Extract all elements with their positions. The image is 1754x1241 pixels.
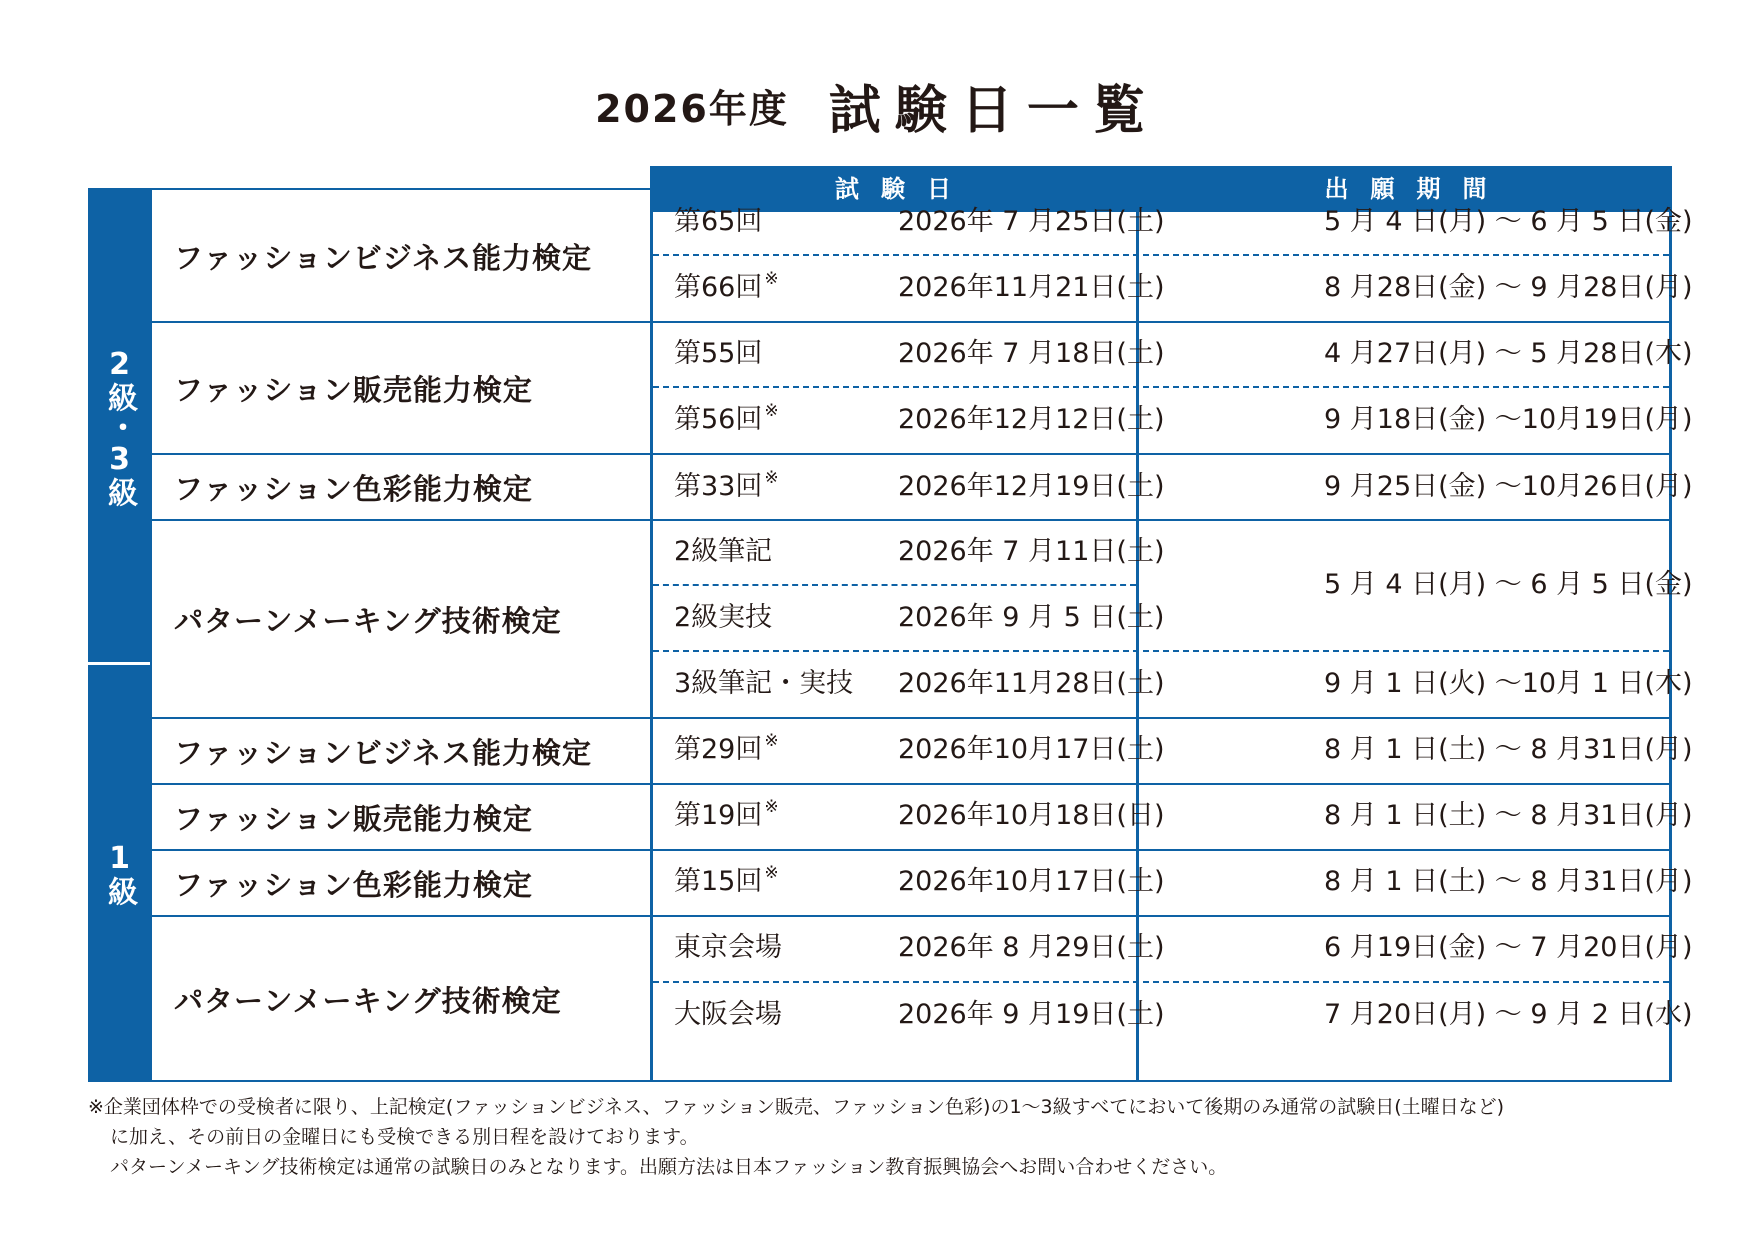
exam-date: 2026年10月17日(土) <box>898 734 1165 765</box>
table-border <box>88 188 653 190</box>
application-period: 9 月18日(金) 〜10月19日(月) <box>1324 404 1693 435</box>
footnote-line: に加え、その前日の金曜日にも受検できる別日程を設けております。 <box>110 1126 699 1148</box>
application-period: 5 月 4 日(月) 〜 6 月 5 日(金) <box>1324 569 1693 600</box>
application-period: 8 月 1 日(土) 〜 8 月31日(月) <box>1324 734 1693 765</box>
page-title <box>0 68 1754 143</box>
title-year: 2026年度 <box>595 87 789 131</box>
exam-date: 2026年 7 月11日(土) <box>898 536 1165 567</box>
application-period: 5 月 4 日(月) 〜 6 月 5 日(金) <box>1324 206 1693 237</box>
grade-divider <box>88 662 150 665</box>
exam-date: 2026年11月28日(土) <box>898 668 1165 699</box>
exam-date: 2026年 7 月18日(土) <box>898 338 1165 369</box>
application-period: 6 月19日(金) 〜 7 月20日(月) <box>1324 932 1693 963</box>
exam-round: 第15回 ※ <box>674 863 779 897</box>
exam-name: ファッション色彩能力検定 <box>174 471 533 506</box>
application-period: 8 月 1 日(土) 〜 8 月31日(月) <box>1324 800 1693 831</box>
exam-round: 3級筆記・実技 <box>674 668 854 699</box>
exam-name: ファッション色彩能力検定 <box>174 867 533 902</box>
exam-date: 2026年 9 月19日(土) <box>898 999 1165 1030</box>
header-application-period: 出願期間 <box>1139 166 1672 212</box>
exam-round: 第65回 <box>674 206 763 237</box>
exam-name: パターンメーキング技術検定 <box>174 983 562 1018</box>
exam-date: 2026年 8 月29日(土) <box>898 932 1165 963</box>
exam-date: 2026年12月19日(土) <box>898 471 1165 502</box>
exam-date: 2026年12月12日(土) <box>898 404 1165 435</box>
exam-round: 大阪会場 <box>674 999 782 1030</box>
header-exam-date: 試験日 <box>650 166 1136 212</box>
application-period: 9 月 1 日(火) 〜10月 1 日(木) <box>1324 668 1693 699</box>
exam-round: 東京会場 <box>674 932 782 963</box>
grade-label-2-3: 2級・3級 <box>88 190 150 664</box>
exam-date: 2026年 7 月25日(土) <box>898 206 1165 237</box>
exam-round: 第33回 ※ <box>674 468 779 502</box>
exam-round: 2級実技 <box>674 602 773 633</box>
exam-round: 第29回 ※ <box>674 731 779 765</box>
exam-round: 第66回 ※ <box>674 269 779 303</box>
exam-date: 2026年10月17日(土) <box>898 866 1165 897</box>
application-period: 4 月27日(月) 〜 5 月28日(木) <box>1324 338 1693 369</box>
exam-round: 2級筆記 <box>674 536 773 567</box>
application-period: 8 月 1 日(土) 〜 8 月31日(月) <box>1324 866 1693 897</box>
exam-round: 第56回 ※ <box>674 401 779 435</box>
exam-name: パターンメーキング技術検定 <box>174 603 562 638</box>
grade-label-1: 1級 <box>88 664 150 1082</box>
footnote-line: パターンメーキング技術検定は通常の試験日のみとなります。出願方法は日本ファッション教育振興協会へお問い合わせください。 <box>110 1156 1228 1178</box>
exam-date: 2026年10月18日(日) <box>898 800 1165 831</box>
exam-name: ファッション販売能力検定 <box>174 801 533 836</box>
exam-date: 2026年 9 月 5 日(土) <box>898 602 1165 633</box>
exam-round: 第55回 <box>674 338 763 369</box>
application-period: 8 月28日(金) 〜 9 月28日(月) <box>1324 272 1693 303</box>
application-period: 7 月20日(月) 〜 9 月 2 日(水) <box>1324 999 1693 1030</box>
exam-name: ファッションビジネス能力検定 <box>174 240 592 275</box>
table-border <box>88 1080 1672 1082</box>
footnotes <box>88 1092 1504 1182</box>
exam-schedule-table <box>88 166 1693 1082</box>
exam-round: 第19回 ※ <box>674 797 779 831</box>
application-period: 9 月25日(金) 〜10月26日(月) <box>1324 471 1693 502</box>
table-border <box>650 166 653 1082</box>
exam-name: ファッションビジネス能力検定 <box>174 735 592 770</box>
footnote-line: ※企業団体枠での受検者に限り、上記検定(ファッションビジネス、ファッション販売、ファッション色彩)の1〜3級すべてにおいて後期のみ通常の試験日(土曜日など) <box>88 1096 1505 1118</box>
exam-name: ファッション販売能力検定 <box>174 372 533 407</box>
title-main: 試験日一覧 <box>828 81 1159 141</box>
exam-date: 2026年11月21日(土) <box>898 272 1165 303</box>
